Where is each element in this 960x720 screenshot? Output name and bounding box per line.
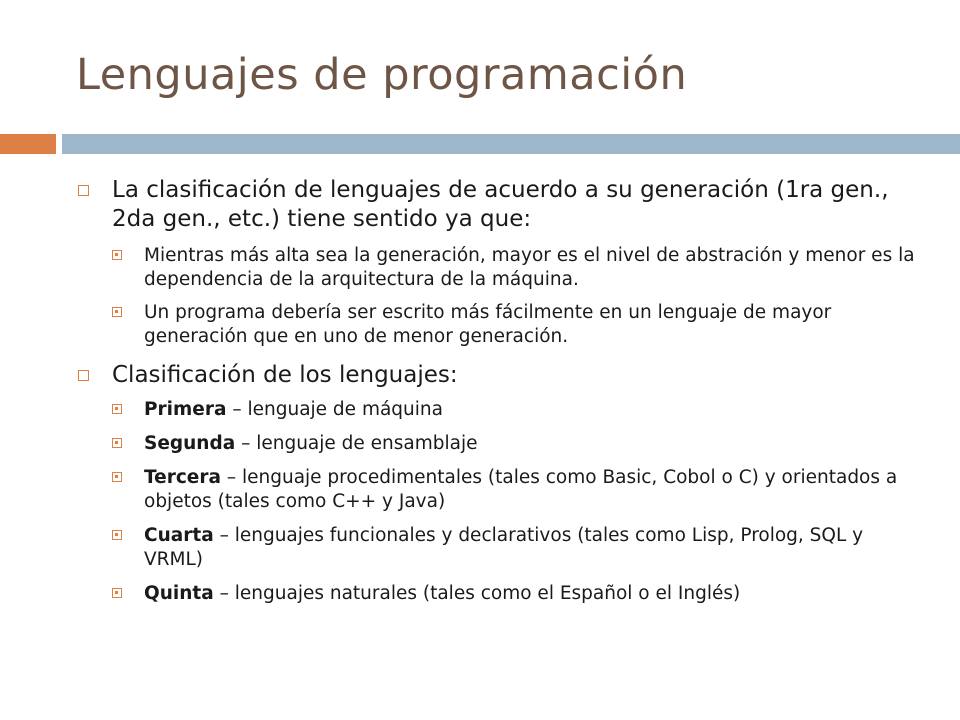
bullet-text: La clasificación de lenguajes de acuerdo a su generación (1ra gen., 2da gen., etc.) tiene sentido ya que: bbox=[112, 177, 889, 232]
sub-bullet-second-gen bbox=[76, 432, 916, 456]
generation-term: Segunda bbox=[144, 433, 236, 454]
square-bullet-icon bbox=[112, 404, 122, 414]
sub-bullet-fourth-gen bbox=[76, 524, 916, 572]
sub-bullet-text: Un programa debería ser escrito más fácilmente en un lenguaje de mayor generación que en uno de menor generación. bbox=[144, 302, 832, 347]
title-rule-bar bbox=[62, 134, 960, 154]
title-rule-accent bbox=[0, 134, 56, 154]
bullet-classification bbox=[76, 361, 916, 390]
square-bullet-icon bbox=[112, 307, 122, 317]
hollow-square-bullet-icon bbox=[78, 185, 89, 196]
generation-term: Cuarta bbox=[144, 525, 214, 546]
square-bullet-icon bbox=[112, 438, 122, 448]
generation-desc: – lenguaje procedimentales (tales como Basic, Cobol o C) y orientados a objetos (tales como C++ y Java) bbox=[144, 467, 898, 512]
sub-bullet-fifth-gen bbox=[76, 582, 916, 606]
sub-bullet-abstraction bbox=[76, 244, 916, 292]
bullet-text: Clasificación de los lenguajes: bbox=[112, 362, 458, 388]
hollow-square-bullet-icon bbox=[78, 370, 89, 381]
bullet-generation-rationale bbox=[76, 176, 916, 234]
square-bullet-icon bbox=[112, 588, 122, 598]
generation-term: Quinta bbox=[144, 583, 214, 604]
generation-term: Primera bbox=[144, 399, 227, 420]
sub-bullet-first-gen bbox=[76, 398, 916, 422]
generation-desc: – lenguaje de ensamblaje bbox=[235, 433, 478, 454]
square-bullet-icon bbox=[112, 472, 122, 482]
generation-desc: – lenguaje de máquina bbox=[226, 399, 443, 420]
generation-term: Tercera bbox=[144, 467, 221, 488]
generation-desc: – lenguajes naturales (tales como el Español o el Inglés) bbox=[213, 583, 741, 604]
square-bullet-icon bbox=[112, 250, 122, 260]
square-bullet-icon bbox=[112, 530, 122, 540]
slide-body bbox=[76, 176, 916, 606]
generation-desc: – lenguajes funcionales y declarativos (tales como Lisp, Prolog, SQL y VRML) bbox=[144, 525, 864, 570]
sub-bullet-text: Mientras más alta sea la generación, mayor es el nivel de abstración y menor es la dependencia de la arquitectura de la máquina. bbox=[144, 245, 915, 290]
sub-bullet-third-gen bbox=[76, 466, 916, 514]
sub-bullet-ease-of-writing bbox=[76, 301, 916, 349]
slide-title: Lenguajes de programación bbox=[76, 50, 688, 100]
